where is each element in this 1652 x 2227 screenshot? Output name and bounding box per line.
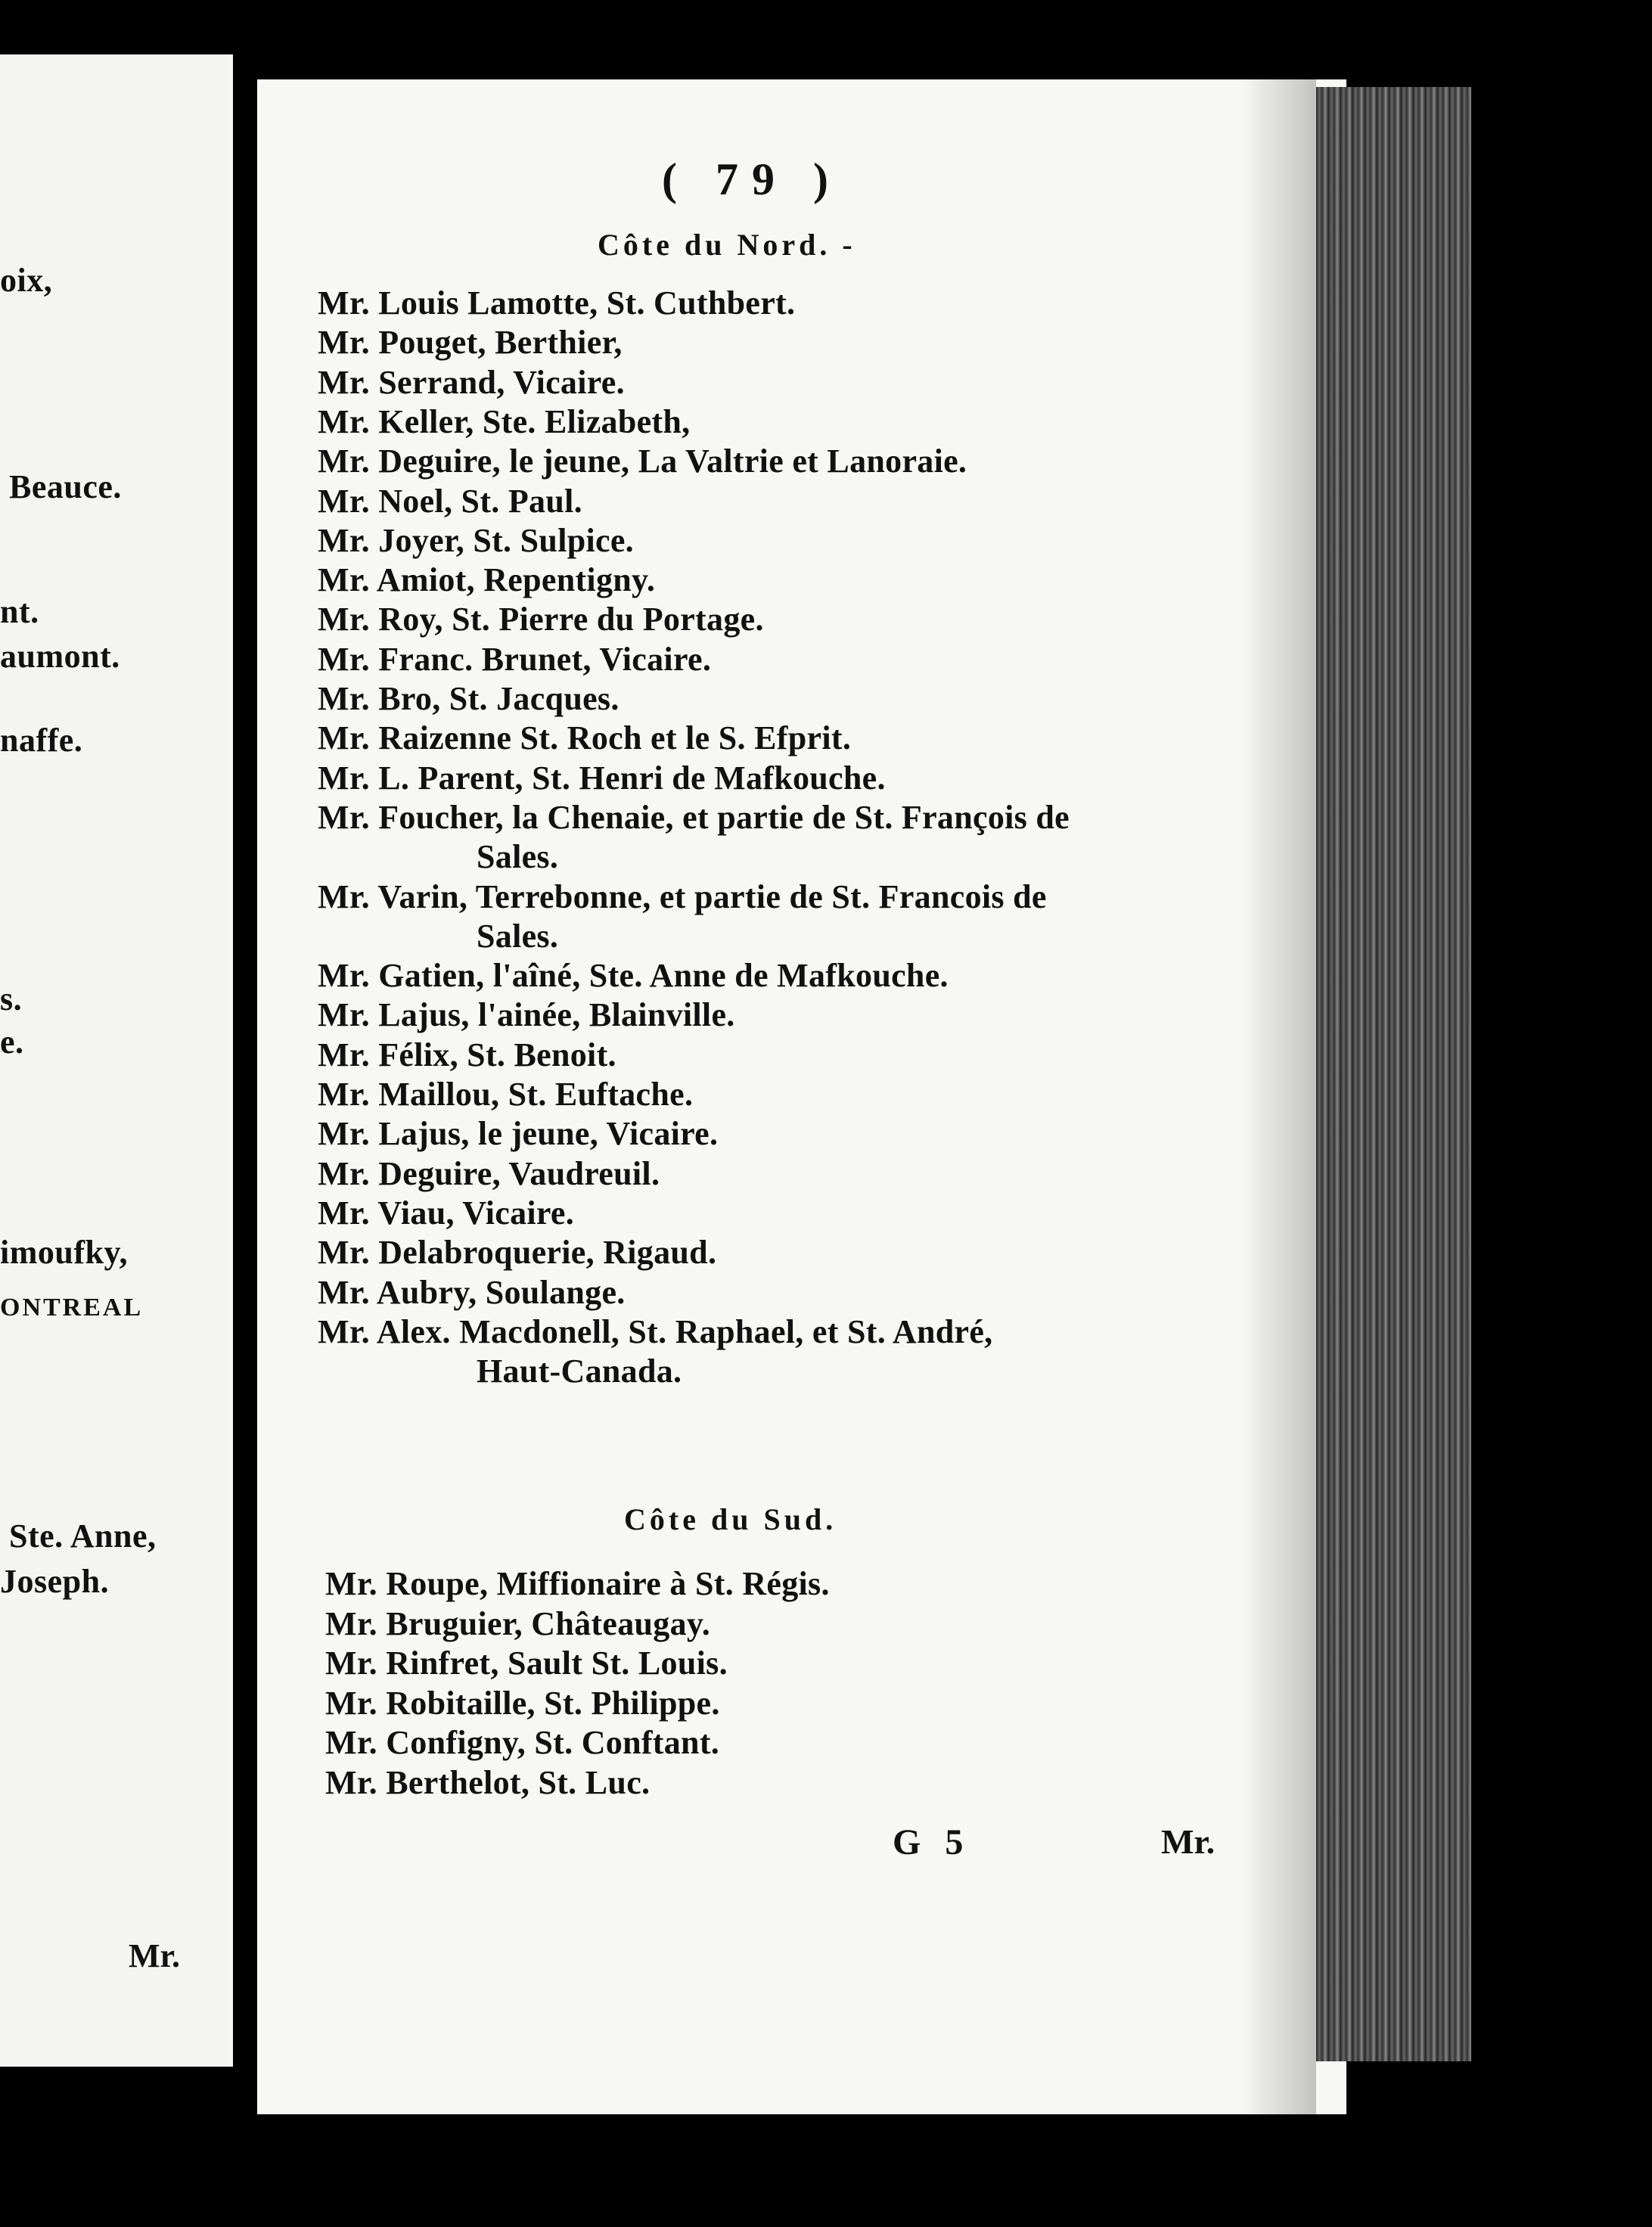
clergy-entry: Mr. Berthelot, St. Luc. [325, 1764, 651, 1801]
clergy-entry: Mr. Deguire, Vaudreuil. [318, 1155, 660, 1192]
page-number: ( 79 ) [662, 154, 842, 204]
section-heading-south: Côte du Sud. [624, 1502, 837, 1536]
left-page-fragment: s. [0, 980, 23, 1017]
clergy-entry: Mr. Configny, St. Conftant. [325, 1724, 720, 1761]
left-page-fragment: nt. [0, 593, 39, 630]
left-page-fragment: e. [0, 1023, 24, 1061]
clergy-entry: Haut-Canada. [477, 1353, 682, 1390]
left-page-fragment: imoufky, [0, 1234, 129, 1271]
clergy-entry: Mr. Bro, St. Jacques. [318, 680, 620, 717]
page-curve-shadow [1241, 79, 1316, 2114]
clergy-entry: Mr. Lajus, le jeune, Vicaire. [318, 1115, 719, 1152]
clergy-entry: Mr. Varin, Terrebonne, et partie de St. Francois de [318, 878, 1047, 915]
clergy-entry: Mr. L. Parent, St. Henri de Mafkouche. [318, 759, 886, 797]
clergy-entry: Mr. Robitaille, St. Philippe. [325, 1685, 720, 1722]
signature-mark: G 5 [893, 1822, 971, 1862]
clergy-entry: Mr. Franc. Brunet, Vicaire. [318, 641, 712, 678]
clergy-entry: Mr. Serrand, Vicaire. [318, 364, 625, 401]
left-page-fragment: oix, [0, 262, 53, 299]
clergy-entry: Sales. [477, 838, 559, 875]
section-heading-north: Côte du Nord. - [598, 228, 856, 262]
clergy-entry: Mr. Maillou, St. Euftache. [318, 1076, 694, 1113]
clergy-entry: Mr. Rinfret, Sault St. Louis. [325, 1645, 728, 1682]
clergy-entry: Mr. Félix, St. Benoit. [318, 1036, 616, 1073]
left-page-fragment: aumont. [0, 638, 120, 675]
right-page-catchword: Mr. [1161, 1822, 1216, 1861]
clergy-entry: Mr. Foucher, la Chenaie, et partie de St. François de [318, 799, 1070, 836]
clergy-entry: Mr. Roupe, Miffionaire à St. Régis. [325, 1565, 830, 1602]
book-gutter [233, 0, 257, 2227]
clergy-entry: Sales. [477, 918, 559, 955]
clergy-entry: Mr. Louis Lamotte, St. Cuthbert. [318, 284, 796, 321]
left-page-fragment: ONTREAL [0, 1294, 144, 1322]
left-page-fragment: naffe. [0, 722, 83, 759]
left-page-catchword: Mr. [129, 1937, 181, 1974]
clergy-entry: Mr. Viau, Vicaire. [318, 1194, 575, 1232]
left-page [0, 54, 233, 2067]
clergy-entry: Mr. Roy, St. Pierre du Portage. [318, 601, 764, 638]
clergy-entry: Mr. Joyer, St. Sulpice. [318, 522, 634, 559]
clergy-entry: Mr. Deguire, le jeune, La Valtrie et Lanoraie. [318, 443, 967, 480]
clergy-entry: Mr. Amiot, Repentigny. [318, 561, 656, 598]
clergy-entry: Mr. Lajus, l'ainée, Blainville. [318, 996, 735, 1033]
clergy-entry: Mr. Raizenne St. Roch et le S. Efprit. [318, 719, 852, 756]
clergy-entry: Mr. Bruguier, Châteaugay. [325, 1605, 711, 1642]
left-page-fragment: Ste. Anne, [9, 1517, 157, 1555]
left-page-fragment: Joseph. [0, 1563, 110, 1600]
clergy-entry: Mr. Alex. Macdonell, St. Raphael, et St. André, [318, 1313, 993, 1350]
clergy-entry: Mr. Pouget, Berthier, [318, 324, 623, 361]
clergy-entry: Mr. Gatien, l'aîné, Ste. Anne de Mafkouche. [318, 957, 949, 994]
clergy-entry: Mr. Noel, St. Paul. [318, 483, 582, 520]
page-block-edge [1316, 87, 1471, 2061]
clergy-entry: Mr. Delabroquerie, Rigaud. [318, 1234, 717, 1271]
clergy-entry: Mr. Aubry, Soulange. [318, 1274, 626, 1311]
left-page-fragment: Beauce. [9, 468, 122, 505]
clergy-entry: Mr. Keller, Ste. Elizabeth, [318, 403, 691, 440]
